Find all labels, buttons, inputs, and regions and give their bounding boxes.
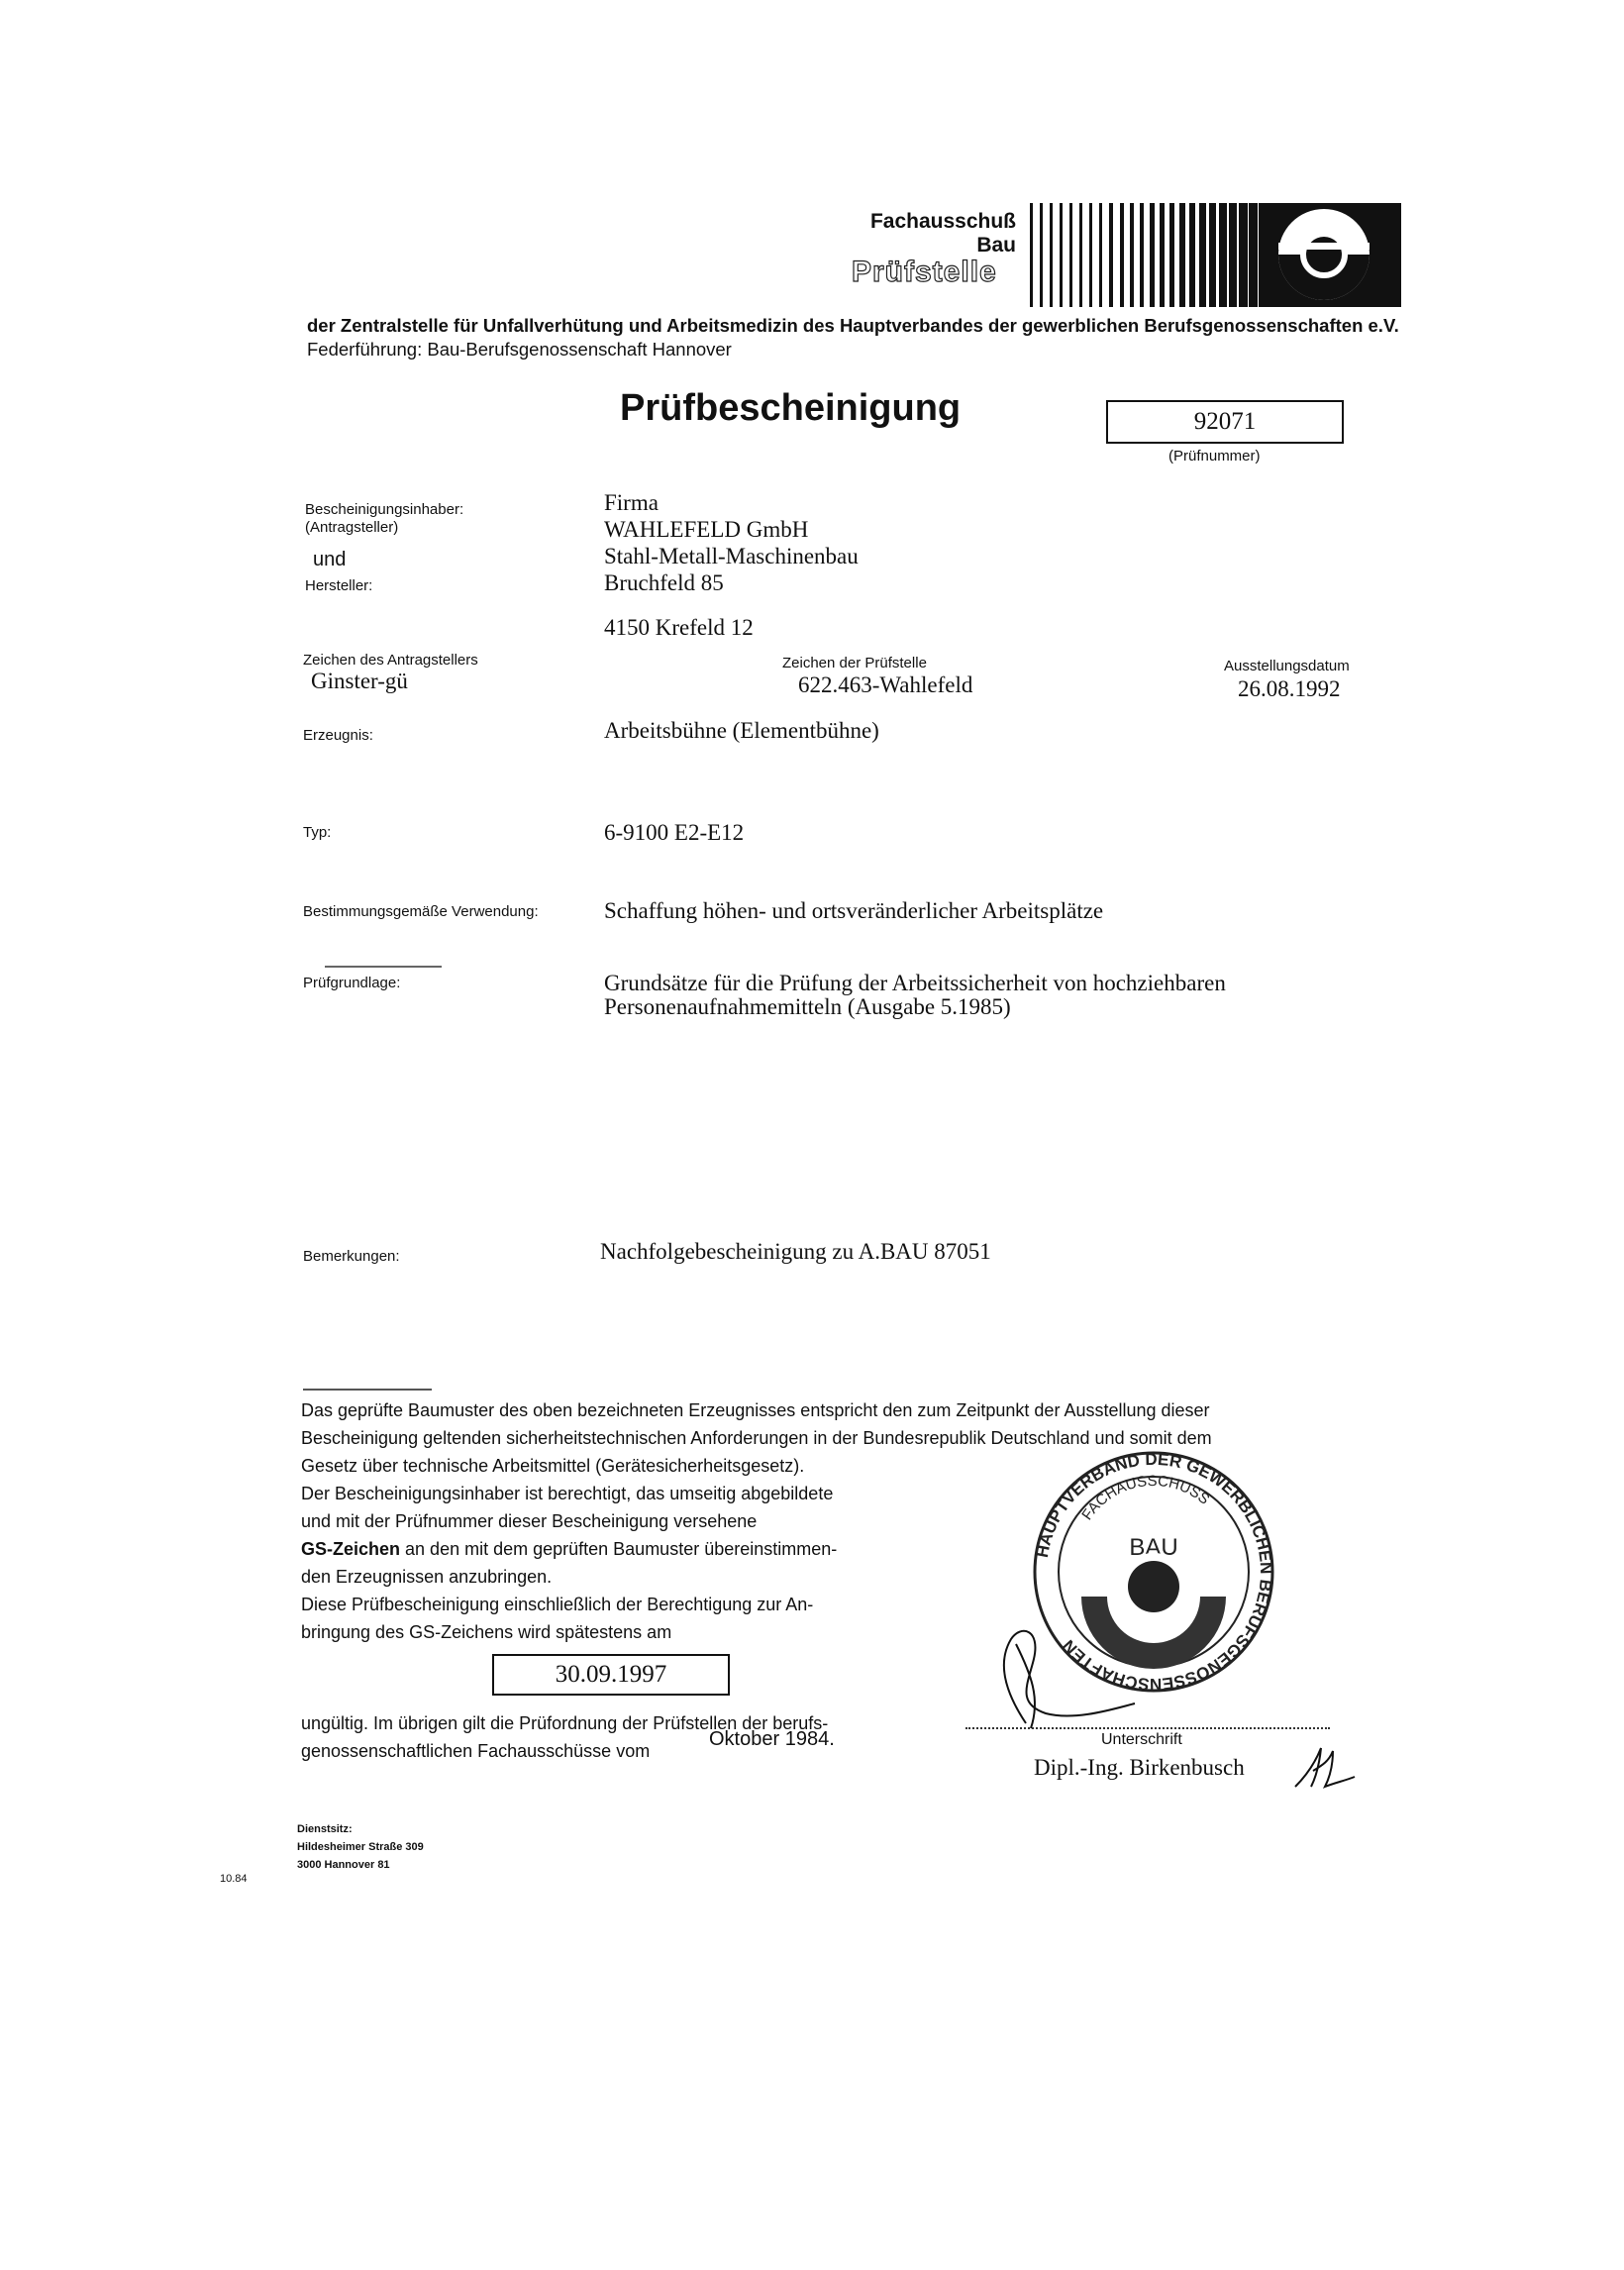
- statement-line-4: Der Bescheinigungsinhaber ist berechtigt, das umseitig abgebildete: [301, 1484, 834, 1503]
- manufacturer-label: Hersteller:: [305, 577, 373, 594]
- statement-line-3: Gesetz über technische Arbeitsmittel (Gerätesicherheitsgesetz).: [301, 1456, 805, 1476]
- gs-zeichen-text: GS-Zeichen: [301, 1539, 401, 1559]
- erzeugnis-value: Arbeitsbühne (Elementbühne): [604, 718, 879, 743]
- statement-line-5-text: und mit der Prüfnummer dieser Bescheinigung versehene: [301, 1511, 758, 1531]
- pruefnummer-value: 92071: [1193, 408, 1257, 435]
- bemerkungen-value: Nachfolgebescheinigung zu A.BAU 87051: [600, 1239, 991, 1264]
- station-ref-label: Zeichen der Prüfstelle: [782, 655, 927, 671]
- stamp-ring-text: HAUPTVERBAND DER GEWERBLICHEN BERUFSGENOSSENSCHAFTEN: [1032, 1449, 1276, 1695]
- issue-date-value: 26.08.1992: [1238, 676, 1341, 701]
- statement-line-10: ungültig. Im übrigen gilt die Prüfordnung der Prüfstellen der berufs-: [301, 1713, 829, 1733]
- signatory-name: Dipl.-Ing. Birkenbusch: [1034, 1755, 1245, 1780]
- signature-caption: Unterschrift: [1101, 1731, 1182, 1748]
- typ-label: Typ:: [303, 824, 332, 841]
- bemerkungen-label: Bemerkungen:: [303, 1248, 400, 1265]
- statement-line-11: genossenschaftlichen Fachausschüsse vom: [301, 1741, 651, 1761]
- stamp-center-text: BAU: [1129, 1534, 1178, 1561]
- signature-line: [965, 1727, 1330, 1729]
- grundlage-value-2: Personenaufnahmemitteln (Ausgabe 5.1985): [604, 994, 1011, 1019]
- holder-line-3: Stahl-Metall-Maschinenbau: [604, 544, 859, 568]
- statement-line-8: Diese Prüfbescheinigung einschließlich der Berechtigung zur An-: [301, 1595, 814, 1614]
- stamp-inner-text: FACHAUSSCHUSS: [1078, 1472, 1213, 1524]
- statement-line-9: bringung des GS-Zeichens wird spätestens am: [301, 1622, 672, 1642]
- statement-line-6-rest: an den mit dem geprüften Baumuster übereinstimmen-: [400, 1539, 838, 1559]
- header-pruefstelle: Prüfstelle: [852, 256, 997, 288]
- header-organization: der Zentralstelle für Unfallverhütung und Arbeitsmedizin des Hauptverbandes der gewerblichen Berufsgenossenschaften e.V.: [307, 315, 1399, 336]
- applicant-ref-label: Zeichen des Antragstellers: [303, 652, 478, 669]
- grundlage-value-1: Grundsätze für die Prüfung der Arbeitssicherheit von hochziehbaren: [604, 971, 1226, 995]
- statement-divider: [303, 1389, 432, 1391]
- signature-scribble: [986, 1604, 1145, 1733]
- verwendung-label: Bestimmungsgemäße Verwendung:: [303, 903, 539, 920]
- statement-line-2: Bescheinigung geltenden sicherheitstechnischen Anforderungen in der Bundesrepublik Deutschland und somit dem: [301, 1428, 1212, 1448]
- und-label: und: [313, 549, 347, 570]
- footer-line-1: Dienstsitz:: [297, 1823, 353, 1835]
- statement-date: Oktober 1984.: [709, 1728, 835, 1750]
- holder-label: Bescheinigungsinhaber:: [305, 501, 464, 518]
- statement-line-5: [301, 1509, 905, 1533]
- typ-value: 6-9100 E2-E12: [604, 820, 745, 845]
- pruefnummer-box: [1106, 400, 1344, 444]
- issue-date-label: Ausstellungsdatum: [1224, 658, 1350, 674]
- holder-line-4: Bruchfeld 85: [604, 570, 724, 595]
- station-ref-value: 622.463-Wahlefeld: [798, 672, 973, 697]
- holder-line-2: WAHLEFELD GmbH: [604, 517, 809, 542]
- statement-line-7: den Erzeugnissen anzubringen.: [301, 1567, 553, 1587]
- applicant-label: (Antragsteller): [305, 519, 399, 536]
- valid-until-box: [492, 1654, 730, 1696]
- footer-line-3: 3000 Hannover 81: [297, 1859, 390, 1871]
- grundlage-label: Prüfgrundlage:: [303, 975, 401, 991]
- verwendung-value: Schaffung höhen- und ortsveränderlicher Arbeitsplätze: [604, 898, 1104, 923]
- pruefnummer-caption: (Prüfnummer): [1168, 448, 1261, 464]
- document-title: Prüfbescheinigung: [620, 387, 962, 429]
- applicant-ref-value: Ginster-gü: [311, 669, 408, 693]
- valid-until-value: 30.09.1997: [555, 1661, 667, 1688]
- holder-line-1: Firma: [604, 490, 659, 515]
- footer-line-2: Hildesheimer Straße 309: [297, 1841, 424, 1853]
- header-line1: Fachausschuß: [869, 210, 1016, 233]
- holder-city: 4150 Krefeld 12: [604, 615, 754, 640]
- header-federfuehrung: Federführung: Bau-Berufsgenossenschaft Hannover: [307, 339, 732, 360]
- header-line2: Bau: [976, 234, 1016, 257]
- logo-center-dot: [1303, 234, 1345, 275]
- initials-scribble: [1289, 1743, 1359, 1793]
- statement-line-6: [301, 1537, 837, 1561]
- erzeugnis-label: Erzeugnis:: [303, 727, 373, 744]
- fachausschuss-logo: [1030, 203, 1401, 307]
- statement-line-1: Das geprüfte Baumuster des oben bezeichneten Erzeugnisses entspricht den zum Zeitpunkt der Ausstellung dieser: [301, 1400, 1210, 1420]
- decorative-line: [325, 966, 442, 968]
- form-code: 10.84: [220, 1873, 248, 1885]
